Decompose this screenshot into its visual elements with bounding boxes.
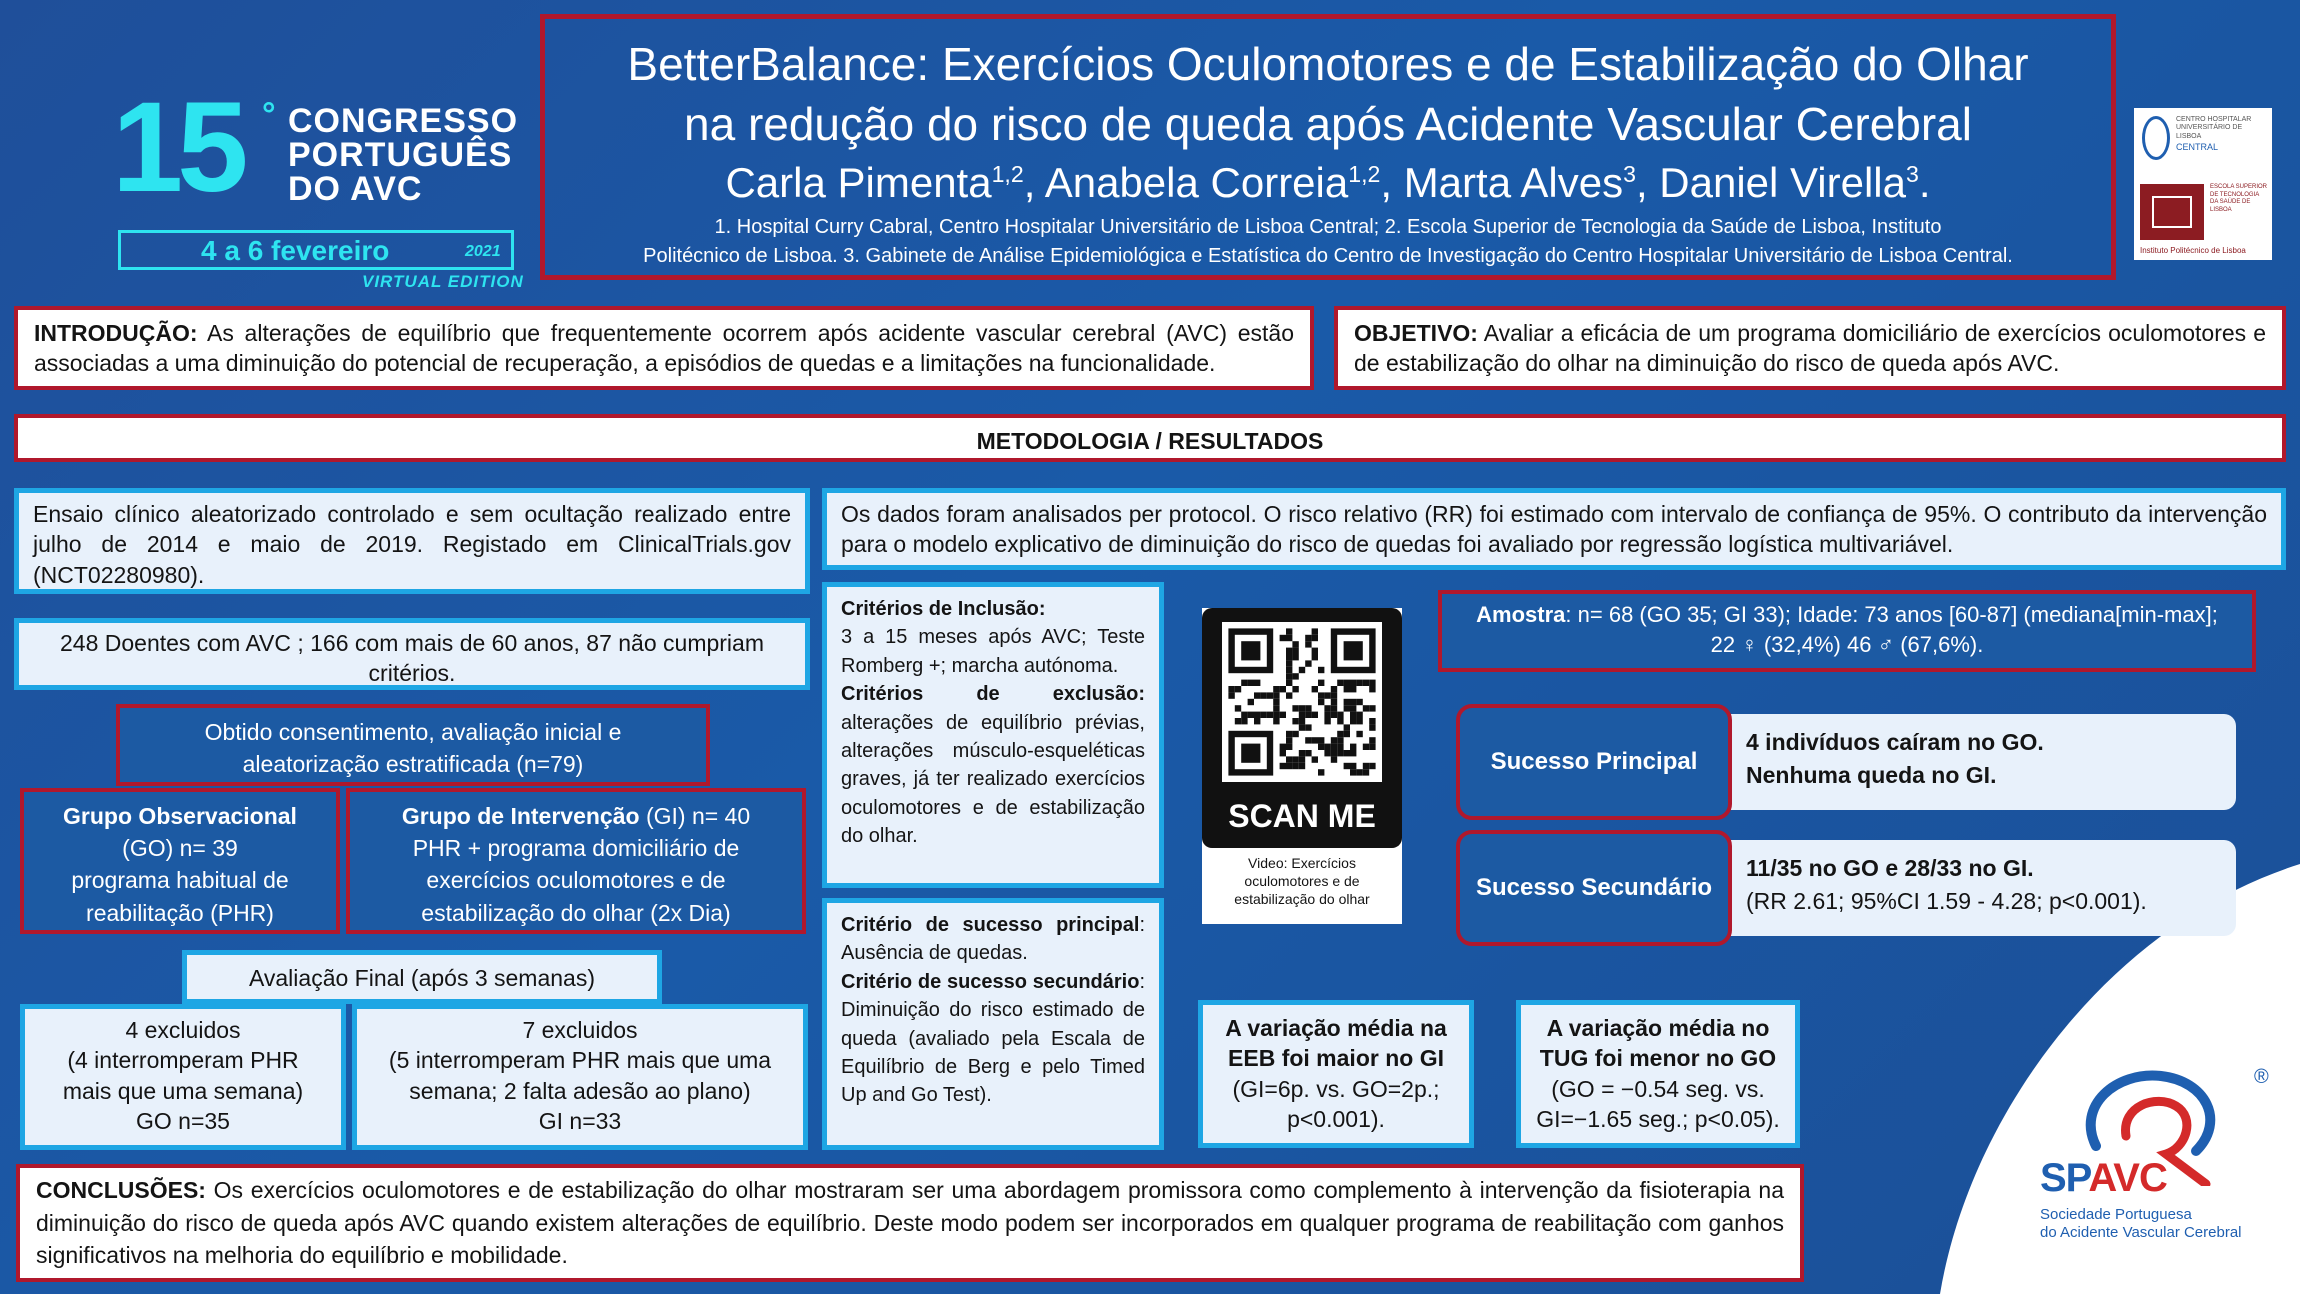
sample-line2: 22 ♀ (32,4%) 46 ♂ (67,6%). xyxy=(1710,631,1984,657)
tug-box xyxy=(1516,1000,1800,1148)
go-title: Grupo Observacional xyxy=(63,803,297,829)
author-affiliation-sup: 1,2 xyxy=(991,160,1024,187)
result-secondary-value xyxy=(1696,840,2236,936)
spavc-avc: AVC xyxy=(2088,1156,2167,1200)
excl-gi-line1: 7 excluidos xyxy=(522,1017,638,1043)
final-evaluation-box: Avaliação Final (após 3 semanas) xyxy=(182,950,662,1004)
criteria-box xyxy=(822,582,1164,888)
objective-box xyxy=(1334,306,2286,390)
author-name: Daniel Virella xyxy=(1659,158,1906,206)
introduction-box xyxy=(14,306,1314,390)
excl-gi-line2: (5 interromperam PHR mais que uma xyxy=(388,1047,772,1074)
exclusion-label: Critérios de exclusão: xyxy=(841,683,1145,706)
exclusion-text: alterações de equilíbrio prévias, alterações músculo-esqueléticas graves, já ter realizado exercícios oculomotores e de estabilização do olhar. xyxy=(841,711,1145,848)
qr-frame xyxy=(1202,608,1402,848)
inclusion-text: 3 a 15 meses após AVC; Teste Romberg +; marcha autónoma. xyxy=(841,626,1145,677)
intervention-group-box xyxy=(346,788,806,934)
result-primary-value xyxy=(1696,714,2236,810)
author-separator: . xyxy=(1918,158,1931,206)
author-separator: , xyxy=(1635,158,1660,206)
result-secondary-label: Sucesso Secundário xyxy=(1456,830,1732,946)
author-separator: , xyxy=(1023,158,1045,206)
tug-text1: (GO = −0.54 seg. vs. xyxy=(1551,1075,1765,1102)
ipl-name: Instituto Politécnico de Lisboa xyxy=(2140,246,2246,255)
eeb-text1: (GI=6p. vs. GO=2p.; xyxy=(1232,1075,1440,1102)
excl-go-line4: GO n=35 xyxy=(136,1108,230,1135)
spavc-name1: Sociedade Portuguesa xyxy=(2040,1206,2192,1223)
sample-line1: : n= 68 (GO 35; GI 33); Idade: 73 anos [60-87] (mediana[min-max]; xyxy=(1565,602,2218,627)
success-criteria-box xyxy=(822,898,1164,1150)
title-line2: na redução do risco de queda após Acidente Vascular Cerebral xyxy=(684,97,1972,150)
affiliation-line2: Politécnico de Lisboa. 3. Gabinete de Análise Epidemiológica e Estatística do Centro de Investigação do Centro Hospitalar Universitário de Lisboa Central. xyxy=(643,245,2013,268)
title-box xyxy=(540,14,2116,280)
conclusion-box xyxy=(16,1164,1804,1282)
eeb-bold1: A variação média na xyxy=(1225,1015,1447,1041)
author-name: Marta Alves xyxy=(1403,158,1624,206)
primary-criterion-text: : Ausência de quedas. xyxy=(841,914,1145,965)
section-header: METODOLOGIA / RESULTADOS xyxy=(14,414,2286,462)
spavc-registered: ® xyxy=(2254,1066,2269,1088)
primary-criterion-label: Critério de sucesso principal xyxy=(841,914,1140,936)
estesl-name: ESCOLA SUPERIOR DE TECNOLOGIA DA SAÚDE DE LISBOA xyxy=(2210,184,2268,213)
spavc-sp: SP xyxy=(2040,1156,2089,1200)
eeb-bold2: EEB foi maior no GI xyxy=(1228,1045,1444,1072)
secondary-result-line2: (RR 2.61; 95%CI 1.59 - 4.28; p<0.001). xyxy=(1746,888,2147,915)
go-line3: reabilitação (PHR) xyxy=(86,899,274,926)
gi-line3: estabilização do olhar (2x Dia) xyxy=(421,899,731,926)
trial-box: Ensaio clínico aleatorizado controlado e sem ocultação realizado entre julho de 2014 e maio de 2019. Registado em ClinicalTrials.gov (NCT02280980). xyxy=(14,488,810,594)
qr-code-card[interactable] xyxy=(1202,608,1402,924)
gi-n: (GI) n= 40 xyxy=(639,803,751,829)
logo-date-box xyxy=(118,230,514,270)
excl-go-line2: (4 interromperam PHR xyxy=(67,1047,299,1074)
estesl-logo-inner xyxy=(2152,196,2192,228)
author-separator: , xyxy=(1380,158,1404,206)
gi-line1: PHR + programa domiciliário de xyxy=(412,835,740,862)
logo-line1: CONGRESSO xyxy=(288,102,519,140)
excl-go-line3: mais que uma semana) xyxy=(62,1077,304,1104)
spavc-wordmark xyxy=(2040,1156,2167,1201)
excl-gi-line4: GI n=33 xyxy=(538,1108,622,1135)
conclusion-label: CONCLUSÕES: xyxy=(36,1177,206,1203)
logo-edition: VIRTUAL EDITION xyxy=(362,272,524,291)
consent-box: Obtido consentimento, avaliação inicial e aleatorização estratificada (n=79) xyxy=(116,704,710,786)
logo-line3: DO AVC xyxy=(288,170,423,208)
secondary-criterion-label: Critério de sucesso secundário xyxy=(841,970,1140,993)
institution-logos xyxy=(2134,108,2272,260)
logo-year: 2021 xyxy=(465,243,501,260)
qr-caption: Video: Exercícios oculomotores e de estabilização do olhar xyxy=(1234,855,1370,908)
objective-text: Avaliar a eficácia de um programa domiciliário de exercícios oculomotores e de estabilização do olhar na diminuição do risco de queda após AVC. xyxy=(1354,320,2266,377)
introduction-label: INTRODUÇÃO: xyxy=(34,320,198,346)
primary-result-line1: 4 indivíduos caíram no GO. xyxy=(1746,729,2044,755)
excl-gi-line3: semana; 2 falta adesão ao plano) xyxy=(409,1077,751,1104)
secondary-result-line1: 11/35 no GO e 28/33 no GI. xyxy=(1746,855,2034,881)
qr-code-icon[interactable] xyxy=(1216,622,1388,782)
tug-bold2: TUG foi menor no GO xyxy=(1539,1045,1777,1072)
spavc-name2: do Acidente Vascular Cerebral xyxy=(2040,1224,2242,1241)
logo-dates: 4 a 6 fevereiro xyxy=(201,235,390,266)
analysis-box: Os dados foram analisados per protocol. O risco relativo (RR) foi estimado com intervalo de confiança de 95%. O contributo da intervenção para o modelo explicativo de diminuição do risco de quedas foi avaliado por regressão logística multivariável. xyxy=(822,488,2286,570)
congress-logo xyxy=(112,76,532,292)
logo-number: 15 xyxy=(112,76,243,219)
chulc-name: CENTRO HOSPITALAR UNIVERSITÁRIO DE LISBOA xyxy=(2176,116,2252,140)
primary-result-line2: Nenhuma queda no GI. xyxy=(1746,762,1997,789)
go-line1: (GO) n= 39 xyxy=(122,835,238,862)
qr-scan-label: SCAN ME xyxy=(1228,798,1376,834)
patients-box: 248 Doentes com AVC ; 166 com mais de 60 anos, 87 não cumpriam critérios. xyxy=(14,618,810,690)
authors xyxy=(545,155,2111,212)
spavc-logo xyxy=(2036,1066,2286,1246)
result-primary-label: Sucesso Principal xyxy=(1456,704,1732,820)
author-affiliation-sup: 3 xyxy=(1623,160,1636,187)
sample-label: Amostra xyxy=(1476,602,1566,627)
author-affiliation-sup: 1,2 xyxy=(1348,160,1381,187)
author-name: Carla Pimenta xyxy=(725,158,992,206)
eeb-text2: p<0.001). xyxy=(1287,1106,1385,1133)
title-line1: BetterBalance: Exercícios Oculomotores e de Estabilização do Olhar xyxy=(627,38,2029,90)
tug-bold1: A variação média no xyxy=(1546,1015,1770,1041)
logo-degree: ° xyxy=(262,96,276,134)
secondary-criterion-text: : Diminuição do risco estimado de queda (avaliado pela Escala de Equilíbrio de Berg e pelo Timed Up and Go Test). xyxy=(841,970,1145,1107)
gi-line2: exercícios oculomotores e de xyxy=(426,867,726,894)
result-secondary-row xyxy=(1456,830,2236,946)
conclusion-text: Os exercícios oculomotores e de estabilização do olhar mostraram ser uma abordagem promissora como complemento à intervenção da fisioterapia na diminuição do risco de queda após AVC quando existem alterações de equilíbrio. Deste modo podem ser incorporados em qualquer programa de reabilitação com ganhos significativos na melhoria do equilíbrio e mobilidade. xyxy=(36,1177,1784,1269)
objective-label: OBJETIVO: xyxy=(1354,320,1478,346)
excluded-gi-box xyxy=(352,1004,808,1150)
author-name: Anabela Correia xyxy=(1044,158,1349,206)
go-line2: programa habitual de xyxy=(71,867,289,894)
observational-group-box xyxy=(20,788,340,934)
chulc-central: CENTRAL xyxy=(2176,142,2219,152)
result-primary-row xyxy=(1456,704,2236,820)
affiliation-line1: 1. Hospital Curry Cabral, Centro Hospitalar Universitário de Lisboa Central; 2. Escola Superior de Tecnologia da Saúde de Lisboa, Instituto xyxy=(714,216,1942,239)
inclusion-label: Critérios de Inclusão: xyxy=(841,598,1046,620)
author-affiliation-sup: 3 xyxy=(1906,160,1919,187)
introduction-text: As alterações de equilíbrio que frequentemente ocorrem após acidente vascular cerebral (AVC) estão associadas a uma diminuição do potencial de recuperação, a episódios de quedas e a limitações na funcionalidade. xyxy=(34,320,1294,377)
sample-box xyxy=(1438,590,2256,672)
excl-go-line1: 4 excluidos xyxy=(125,1017,241,1043)
chulc-logo-icon xyxy=(2142,116,2170,160)
eeb-box xyxy=(1198,1000,1474,1148)
tug-text2: GI=−1.65 seg.; p<0.05). xyxy=(1536,1106,1780,1133)
excluded-go-box xyxy=(20,1004,346,1150)
logo-line2: PORTUGUÊS xyxy=(288,136,513,174)
gi-title: Grupo de Intervenção xyxy=(401,803,640,829)
